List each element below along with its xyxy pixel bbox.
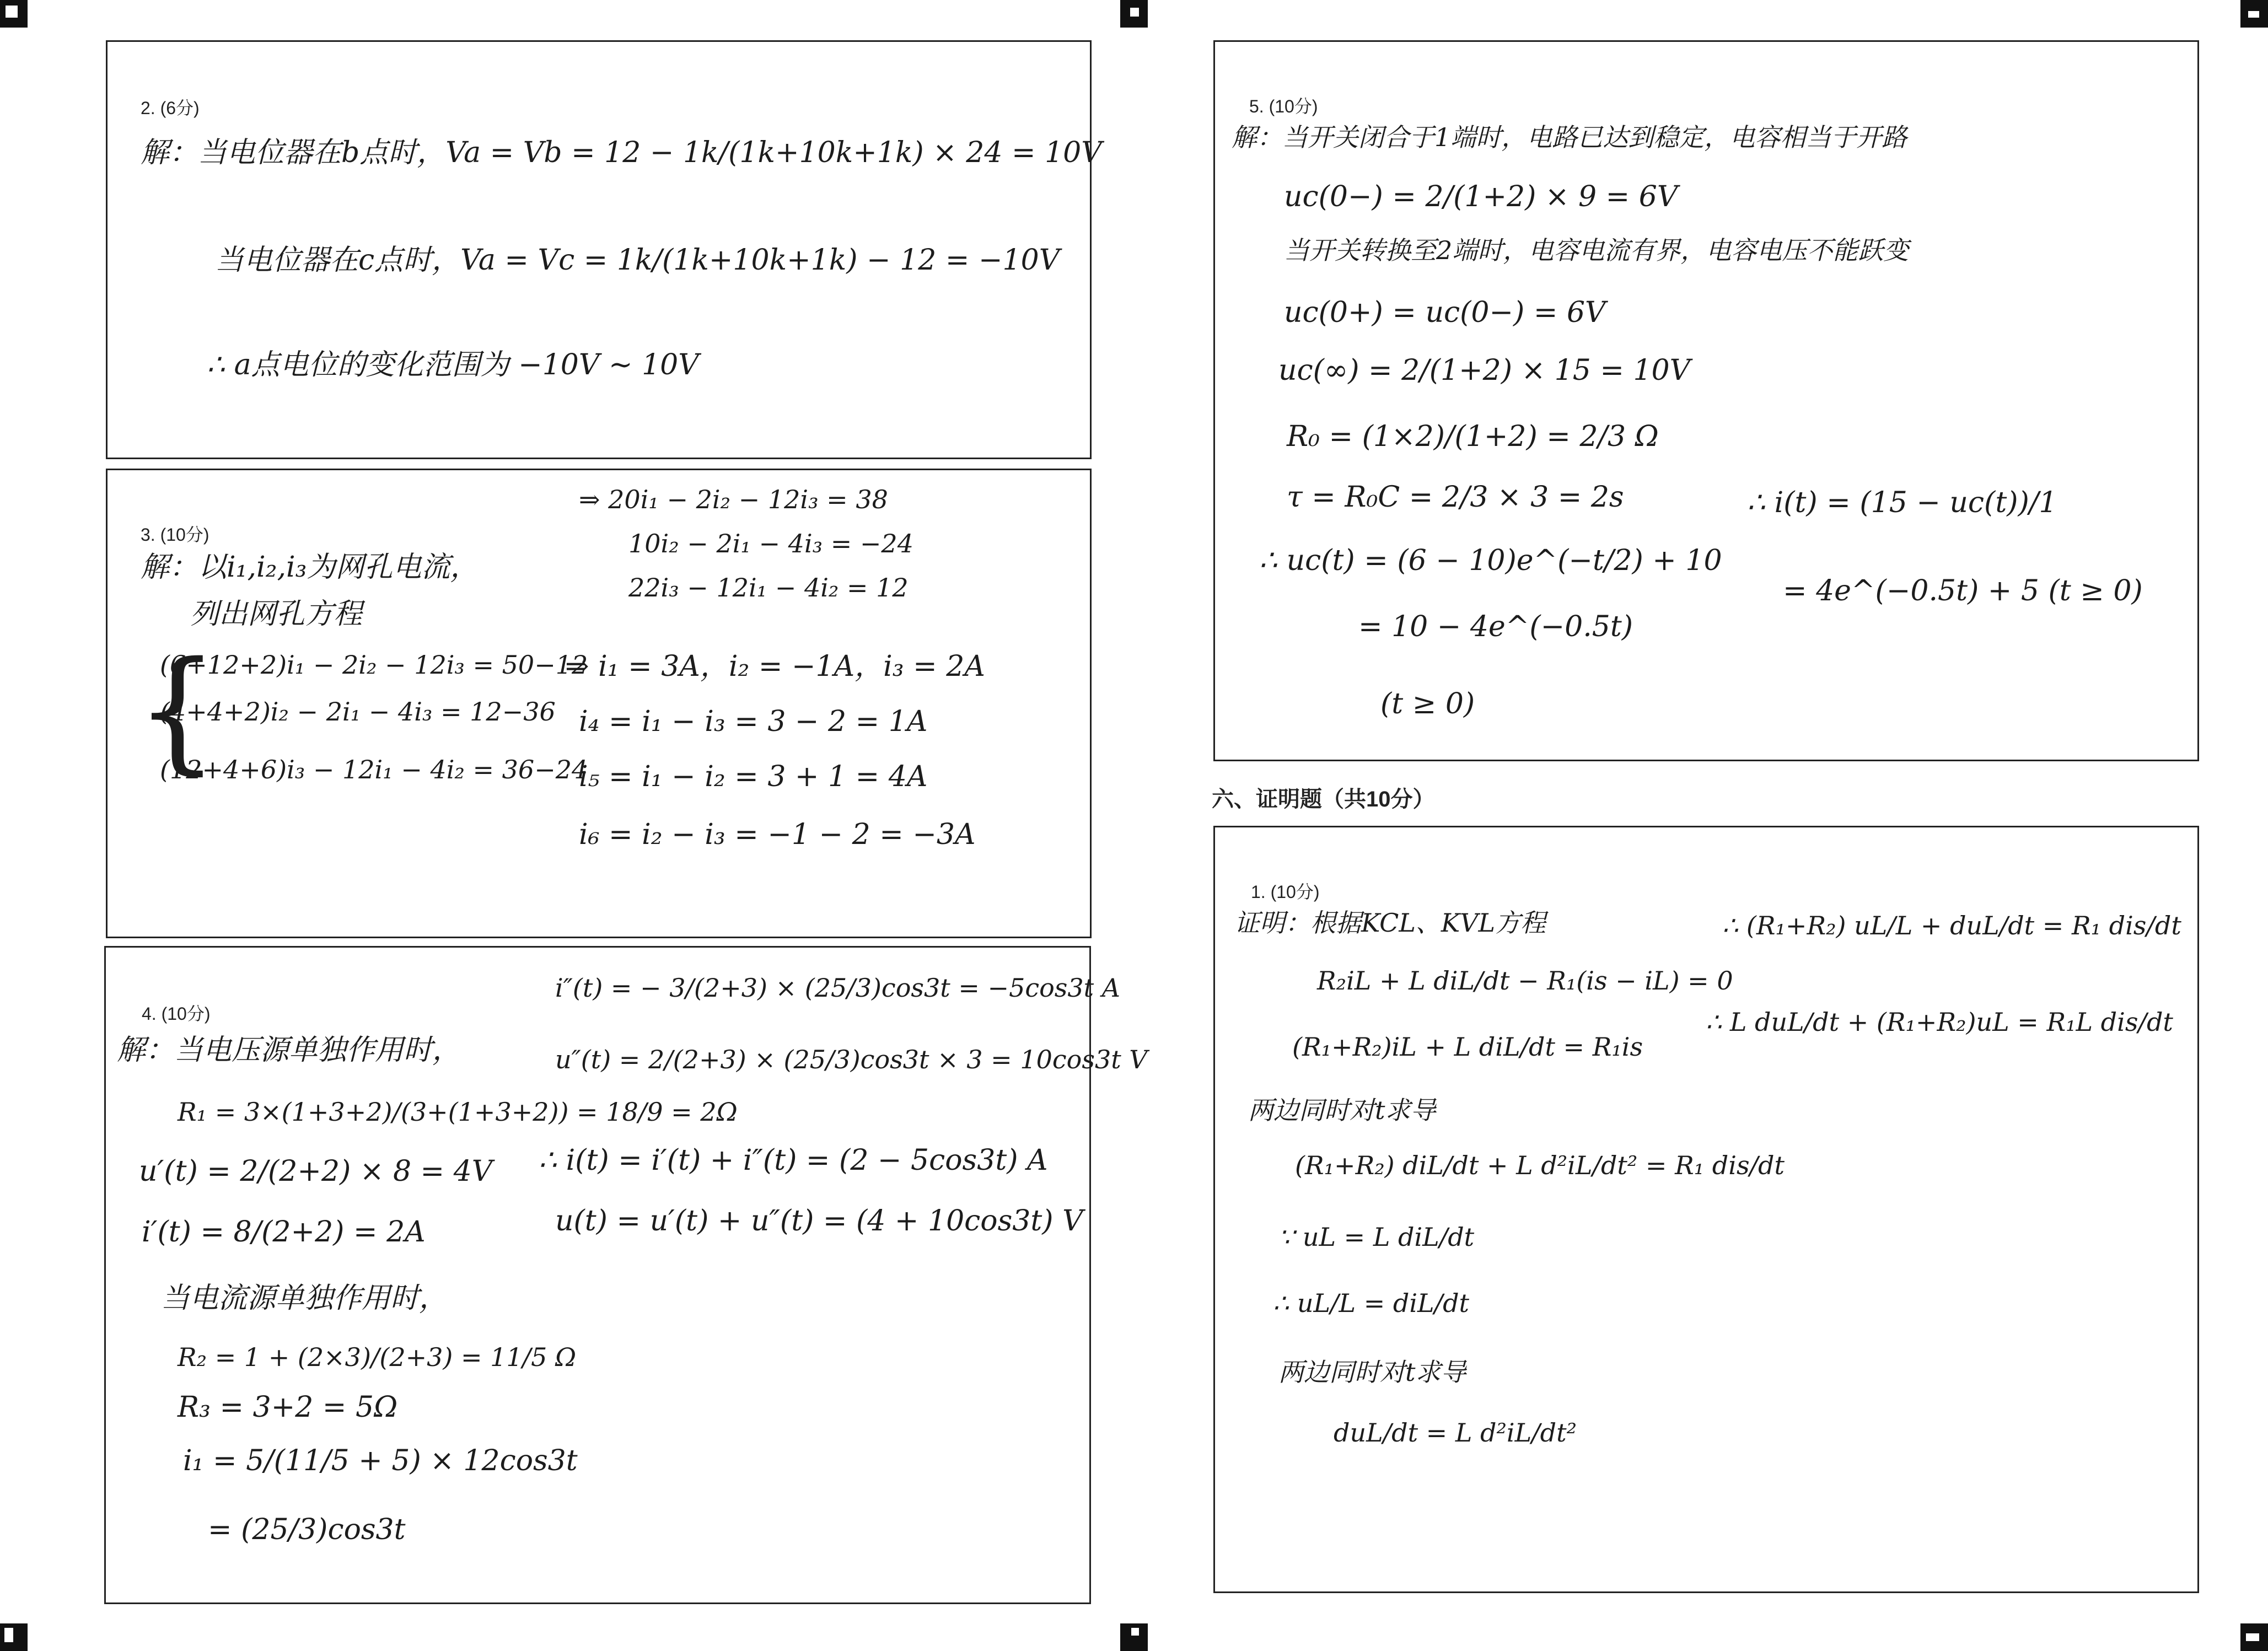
answer-line: 证明：根据KCL、KVL方程 (1234, 908, 1546, 938)
answer-box-q2 (106, 40, 1102, 459)
answer-line: (4+4+2)i₂ − 2i₁ − 4i₃ = 12−36 (160, 697, 556, 727)
registration-marker-top-right (2240, 0, 2268, 28)
answer-line: ∴ uc(t) = (6 − 10)e^(−t/2) + 10 (1259, 544, 1722, 577)
answer-line: (R₁+R₂) diL/dt + L d²iL/dt² = R₁ dis/dt (1295, 1150, 1785, 1180)
answer-line: 解：当电压源单独作用时， (117, 1034, 461, 1067)
answer-line: uc(∞) = 2/(1+2) × 15 = 10V (1278, 354, 1691, 387)
answer-line: i₅ = i₁ − i₂ = 3 + 1 = 4A (579, 760, 928, 793)
answer-line: 当电流源单独作用时， (161, 1282, 448, 1315)
answer-line: ∴ i(t) = (15 − uc(t))/1 (1747, 486, 2057, 519)
answer-line: uc(0+) = uc(0−) = 6V (1284, 296, 1606, 329)
answer-line: 解：以i₁,i₂,i₃为网孔电流， (141, 551, 479, 584)
answer-line: = 4e^(−0.5t) + 5 (t ≥ 0) (1783, 574, 2143, 607)
question-label: 5. (10分) (1249, 96, 1318, 116)
section-title: 六、证明题（共10分） (1212, 787, 1435, 811)
answer-line: i₄ = i₁ − i₃ = 3 − 2 = 1A (579, 705, 928, 738)
question-label: 2. (6分) (141, 98, 200, 118)
answer-line: uc(0−) = 2/(1+2) × 9 = 6V (1284, 180, 1678, 213)
answer-line: = (25/3)cos3t (208, 1513, 406, 1546)
answer-line: R₂ = 1 + (2×3)/(2+3) = 11/5 Ω (178, 1342, 577, 1372)
answer-line: ∴ (R₁+R₂) uL/L + duL/dt = R₁ dis/dt (1722, 911, 2181, 940)
registration-marker-bottom-center (1120, 1623, 1148, 1651)
answer-box-q5 (1213, 40, 2199, 761)
answer-line: (R₁+R₂)iL + L diL/dt = R₁is (1292, 1032, 1643, 1062)
answer-line: (t ≥ 0) (1380, 687, 1475, 720)
answer-line: 10i₂ − 2i₁ − 4i₃ = −24 (628, 529, 913, 558)
question-label: 1. (10分) (1251, 882, 1320, 902)
answer-line: ∵ uL = L diL/dt (1278, 1222, 1475, 1252)
answer-line: i₁ = 5/(11/5 + 5) × 12cos3t (183, 1444, 578, 1477)
answer-line: (12+4+6)i₃ − 12i₁ − 4i₂ = 36−24 (160, 755, 588, 784)
registration-marker-bottom-left (0, 1623, 28, 1651)
answer-line: u″(t) = 2/(2+3) × (25/3)cos3t × 3 = 10cos3t V (555, 1045, 1148, 1074)
answer-box-q3 (106, 469, 1092, 938)
answer-line: 解：当开关闭合于1端时，电路已达到稳定，电容相当于开路 (1232, 122, 1907, 152)
answer-line: 两边同时对t求导 (1278, 1357, 1466, 1387)
answer-line: 列出网孔方程 (190, 598, 363, 631)
answer-line: ∴ i(t) = i′(t) + i″(t) = (2 − 5cos3t) A (539, 1144, 1048, 1177)
answer-line: u(t) = u′(t) + u″(t) = (4 + 10cos3t) V (555, 1204, 1083, 1238)
answer-line: 当电位器在c点时，Va = Vc = 1k/(1k+10k+1k) − 12 = −10V (215, 244, 1060, 277)
answer-line: R₃ = 3+2 = 5Ω (178, 1391, 398, 1424)
question-label: 4. (10分) (142, 1004, 211, 1024)
question-label: 3. (10分) (141, 525, 209, 545)
answer-line: 22i₃ − 12i₁ − 4i₂ = 12 (628, 573, 909, 603)
registration-marker-top-center (1120, 0, 1148, 28)
answer-line: 两边同时对t求导 (1248, 1095, 1436, 1125)
answer-line: ∴ uL/L = diL/dt (1273, 1288, 1470, 1318)
answer-line: i″(t) = − 3/(2+3) × (25/3)cos3t = −5cos3t A (555, 973, 1121, 1003)
answer-line: duL/dt = L d²iL/dt² (1334, 1418, 1577, 1448)
answer-line: R₀ = (1×2)/(1+2) = 2/3 Ω (1287, 420, 1659, 453)
answer-line: i₆ = i₂ − i₃ = −1 − 2 = −3A (579, 818, 976, 851)
answer-box-q4 (104, 946, 1148, 1604)
answer-box-proof-1 (1213, 826, 2199, 1593)
answer-line: R₂iL + L diL/dt − R₁(is − iL) = 0 (1317, 966, 1733, 996)
answer-line: R₁ = 3×(1+3+2)/(3+(1+3+2)) = 18/9 = 2Ω (178, 1097, 738, 1127)
equation-brace: { (135, 633, 219, 787)
answer-line: (6+12+2)i₁ − 2i₂ − 12i₃ = 50−12 (160, 650, 588, 680)
answer-line: τ = R₀C = 2/3 × 3 = 2s (1287, 481, 1624, 514)
answer-line: i′(t) = 8/(2+2) = 2A (142, 1216, 426, 1249)
registration-marker-top-left (0, 0, 28, 28)
registration-marker-bottom-right (2240, 1623, 2268, 1651)
answer-line: ∴ a点电位的变化范围为 −10V ~ 10V (207, 348, 699, 381)
answer-line: ⇒ 20i₁ − 2i₂ − 12i₃ = 38 (579, 485, 888, 514)
answer-line: = 10 − 4e^(−0.5t) (1358, 610, 1633, 643)
answer-line: u′(t) = 2/(2+2) × 8 = 4V (139, 1155, 493, 1188)
answer-line: 当开关转换至2端时，电容电流有界，电容电压不能跃变 (1284, 235, 1909, 265)
answer-line: ⇒ i₁ = 3A，i₂ = −1A，i₃ = 2A (565, 650, 985, 683)
answer-line: 解：当电位器在b点时，Va = Vb = 12 − 1k/(1k+10k+1k) × 24 = 10V (141, 136, 1102, 169)
answer-line: ∴ L duL/dt + (R₁+R₂)uL = R₁L dis/dt (1706, 1007, 2173, 1037)
